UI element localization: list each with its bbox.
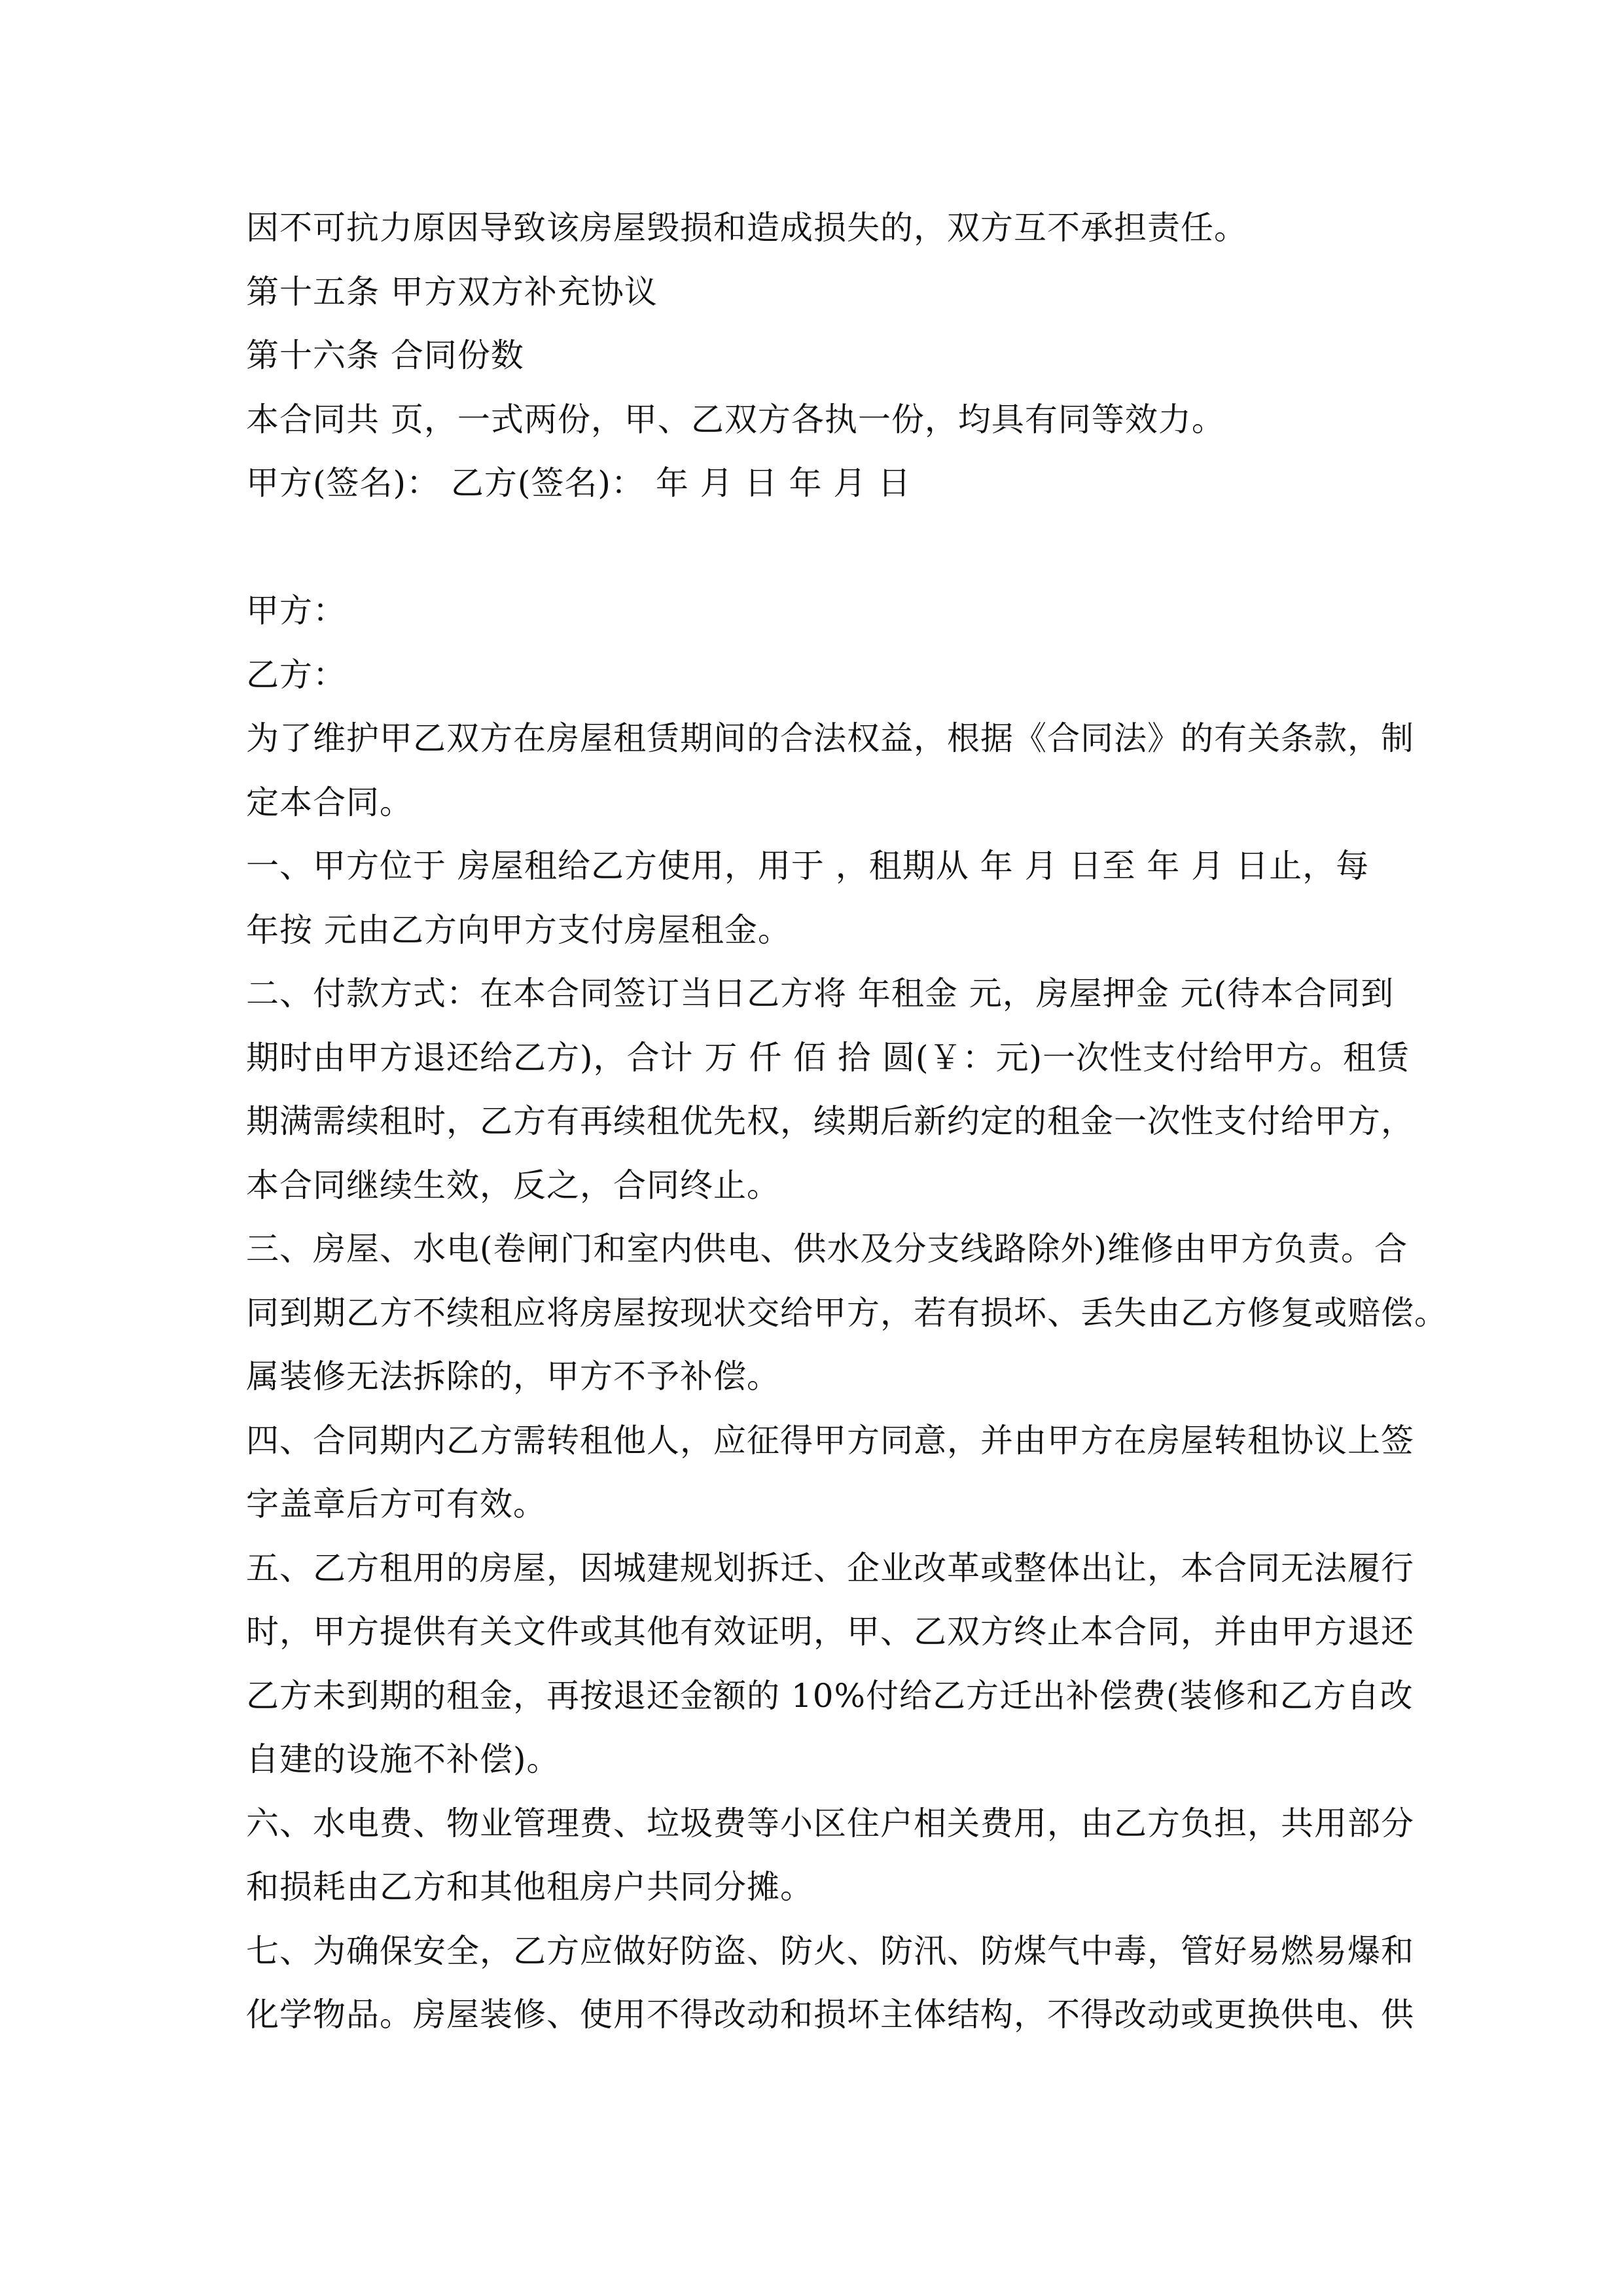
clause-2-line: 二、付款方式：在本合同签订当日乙方将 年租金 元，房屋押金 元(待本合同到	[246, 975, 1395, 1013]
clause-5-line: 自建的设施不补偿)。	[246, 1740, 560, 1778]
clause-4-line: 字盖章后方可有效。	[246, 1485, 546, 1523]
text-line: 为了维护甲乙双方在房屋租赁期间的合法权益，根据《合同法》的有关条款，制	[246, 719, 1414, 757]
contract-text	[246, 196, 1448, 2047]
clause-6-line: 六、水电费、物业管理费、垃圾费等小区住户相关费用，由乙方负担，共用部分	[246, 1804, 1414, 1842]
clause-3-line: 三、房屋、水电(卷闸门和室内供电、供水及分支线路除外)维修由甲方负责。合	[246, 1230, 1408, 1268]
text-line: 定本合同。	[246, 783, 413, 821]
clause-5-line: 五、乙方租用的房屋，因城建规划拆迁、企业改革或整体出让，本合同无法履行	[246, 1549, 1414, 1587]
clause-2-line: 期时由甲方退还给乙方)，合计 万 仟 佰 拾 圆(￥：元)一次性支付给甲方。租赁	[246, 1038, 1410, 1077]
clause-7-line: 化学物品。房屋装修、使用不得改动和损坏主体结构，不得改动或更换供电、供	[246, 1996, 1414, 2034]
clause-2-line: 本合同继续生效，反之，合同终止。	[246, 1166, 780, 1204]
clause-6-line: 和损耗由乙方和其他租房户共同分摊。	[246, 1868, 813, 1906]
clause-1-line: 一、甲方位于 房屋租给乙方使用，用于 ，租期从 年 月 日至 年 月 日止，每	[246, 847, 1370, 885]
signature-line: 甲方(签名)： 乙方(签名)： 年 月 日 年 月 日	[246, 464, 912, 502]
clause-5-line: 乙方未到期的租金，再按退还金额的 10%付给乙方迁出补偿费(装修和乙方自改	[246, 1676, 1414, 1715]
clause-1-line: 年按 元由乙方向甲方支付房屋租金。	[246, 910, 791, 949]
clause-3-line: 属装修无法拆除的，甲方不予补偿。	[246, 1357, 780, 1395]
clause-3-line: 同到期乙方不续租应将房屋按现状交给甲方，若有损坏、丢失由乙方修复或赔偿。	[246, 1293, 1448, 1332]
text-line: 本合同共 页，一式两份，甲、乙双方各执一份，均具有同等效力。	[246, 400, 1225, 439]
party-b-label: 乙方：	[246, 655, 346, 694]
clause-5-line: 时，甲方提供有关文件或其他有效证明，甲、乙双方终止本合同，并由甲方退还	[246, 1613, 1414, 1651]
clause-7-line: 七、为确保安全，乙方应做好防盗、防火、防汛、防煤气中毒，管好易燃易爆和	[246, 1931, 1414, 1970]
article-15-heading: 第十五条 甲方双方补充协议	[246, 272, 658, 311]
party-a-label: 甲方：	[246, 592, 346, 630]
article-16-heading: 第十六条 合同份数	[246, 336, 524, 374]
clause-4-line: 四、合同期内乙方需转租他人，应征得甲方同意，并由甲方在房屋转租协议上签	[246, 1421, 1414, 1460]
blank-line	[246, 516, 1398, 580]
text-line: 因不可抗力原因导致该房屋毁损和造成损失的，双方互不承担责任。	[246, 209, 1247, 247]
clause-2-line: 期满需续租时，乙方有再续租优先权，续期后新约定的租金一次性支付给甲方，	[246, 1102, 1414, 1140]
